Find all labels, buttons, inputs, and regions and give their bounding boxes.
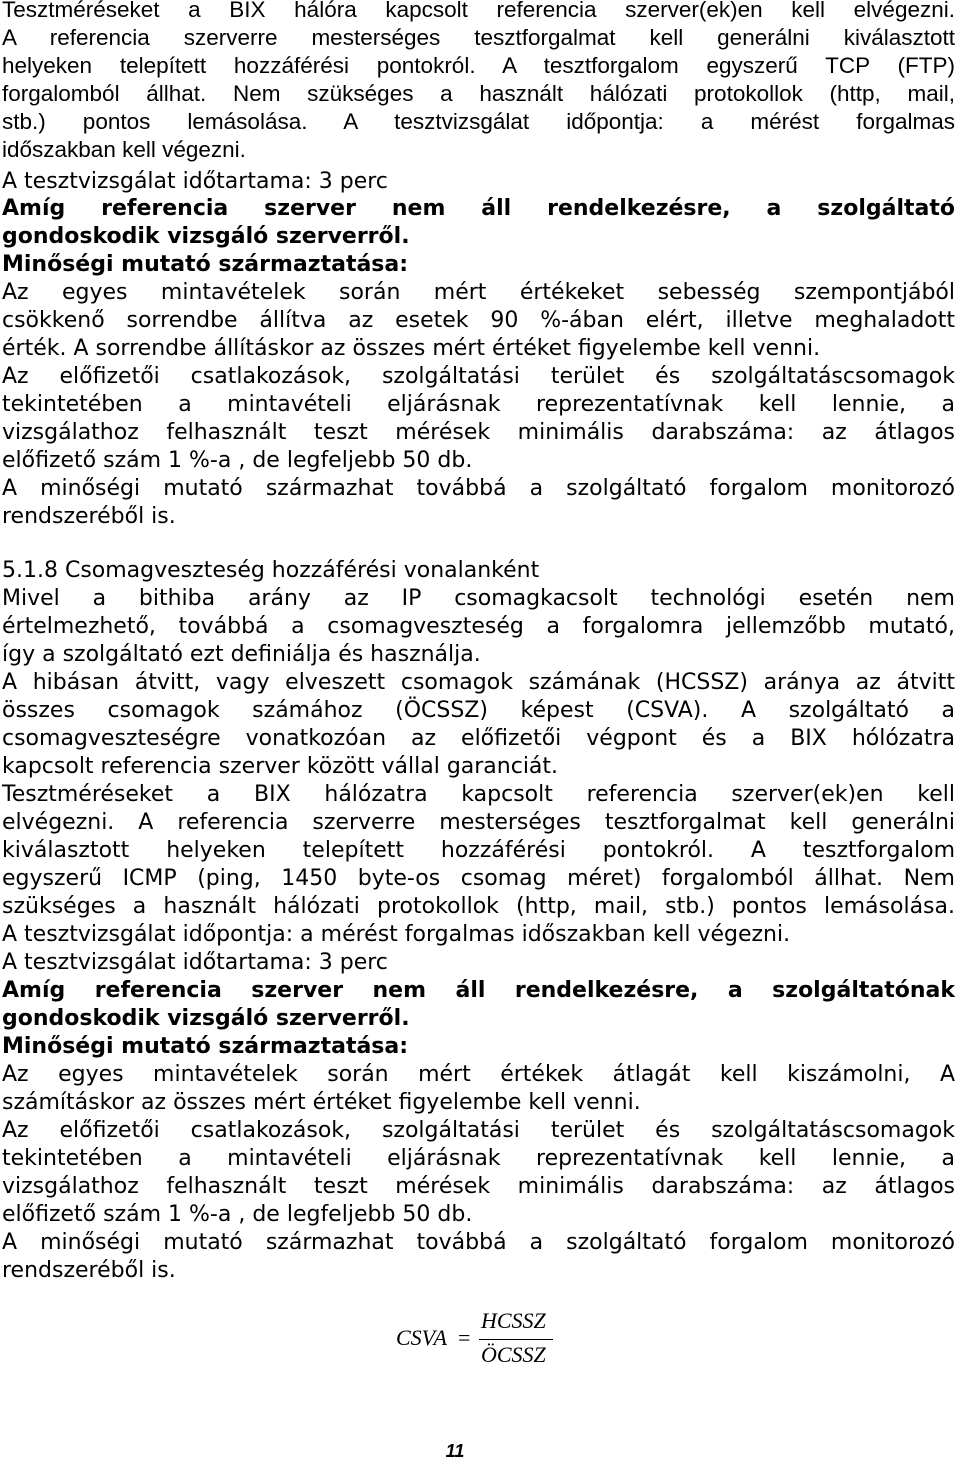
text-line: szükséges a használt hálózati protokollok (http, mail, stb.) pontos lemásolása. xyxy=(2,894,955,919)
text-line: helyeken telepített hozzáférési pontokról. A tesztforgalom egyszerű TCP (FTP) xyxy=(2,53,955,78)
text-line: A minőségi mutató származhat továbbá a szolgáltató forgalom monitorozó xyxy=(2,1230,955,1255)
text-line: egyszerű ICMP (ping, 1450 byte-os csomag méret) forgalomból állhat. Nem xyxy=(2,866,955,891)
text-line: tekintetében a mintavételi eljárásnak reprezentatívnak kell lennie, a xyxy=(2,392,955,417)
bold-line: gondoskodik vizsgáló szerverről. xyxy=(2,1006,410,1031)
text-line: kiválasztott helyeken telepített hozzáférési pontokról. A tesztforgalom xyxy=(2,838,955,863)
text-line: Az előfizetői csatlakozások, szolgáltatási terület és szolgáltatáscsomagok xyxy=(2,364,955,389)
text-line: tekintetében a mintavételi eljárásnak reprezentatívnak kell lennie, a xyxy=(2,1146,955,1171)
text-line: Az egyes mintavételek során mért értékek átlagát kell kiszámolni, A xyxy=(2,1062,955,1087)
text-line: Az egyes mintavételek során mért értékeket sebesség szempontjából xyxy=(2,280,955,305)
section-heading: Minőségi mutató származtatása: xyxy=(2,1034,409,1059)
text-line: stb.) pontos lemásolása. A tesztvizsgálat időpontja: a mérést forgalmas xyxy=(2,109,955,134)
text-line: így a szolgáltató ezt definiálja és használja. xyxy=(2,642,481,667)
text-line: összes csomagok számához (ÖCSSZ) képest (CSVA). A szolgáltató a xyxy=(2,698,955,723)
text-line: csomagveszteségre vonatkozóan az előfizetői végpont és a BIX hólózatra xyxy=(2,726,955,751)
bold-line: gondoskodik vizsgáló szerverről. xyxy=(2,224,410,249)
text-line: A hibásan átvitt, vagy elveszett csomagok számának (HCSSZ) aránya az átvitt xyxy=(2,670,955,695)
text-line: érték. A sorrendbe állításkor az összes mért értéket figyelembe kell venni. xyxy=(2,336,821,361)
fraction-bar xyxy=(479,1339,553,1340)
text-line: A minőségi mutató származhat továbbá a szolgáltató forgalom monitorozó xyxy=(2,476,955,501)
text-line: Mivel a bithiba arány az IP csomagkacsolt technológi esetén nem xyxy=(2,586,955,611)
page-number: 11 xyxy=(445,1441,465,1461)
text-line: A tesztvizsgálat időtartama: 3 perc xyxy=(2,950,388,975)
text-line: A tesztvizsgálat időtartama: 3 perc xyxy=(2,169,388,194)
text-line: időszakban kell végezni. xyxy=(2,137,246,162)
text-line: A tesztvizsgálat időpontja: a mérést forgalmas időszakban kell végezni. xyxy=(2,922,791,947)
formula-equals: = xyxy=(458,1325,471,1350)
text-line: előfizető szám 1 %-a , de legfeljebb 50 db. xyxy=(2,448,473,473)
formula-denominator: ÖCSSZ xyxy=(481,1342,546,1367)
section-heading: Minőségi mutató származtatása: xyxy=(2,252,409,277)
text-line: rendszeréből is. xyxy=(2,504,176,529)
text-line: vizsgálathoz felhasznált teszt mérések minimális darabszáma: az átlagos xyxy=(2,420,955,445)
text-line: számításkor az összes mért értéket figyelembe kell venni. xyxy=(2,1090,641,1115)
formula-numerator: HCSSZ xyxy=(481,1308,546,1333)
formula-lhs: CSVA xyxy=(396,1325,447,1350)
text-line: rendszeréből is. xyxy=(2,1258,176,1283)
text-line: elvégezni. A referencia szerverre mesterséges tesztforgalmat kell generálni xyxy=(2,810,955,835)
bold-line: Amíg referencia szerver nem áll rendelkezésre, a szolgáltató xyxy=(2,196,955,221)
csva-formula xyxy=(396,1308,596,1372)
text-line: A referencia szerverre mesterséges tesztforgalmat kell generálni kiválasztott xyxy=(2,25,955,50)
section-title: 5.1.8 Csomagveszteség hozzáférési vonalanként xyxy=(2,558,540,583)
text-line: forgalomból állhat. Nem szükséges a használt hálózati protokollok (http, mail, xyxy=(2,81,955,106)
text-line: értelmezhető, továbbá a csomagveszteség a forgalomra jellemzőbb mutató, xyxy=(2,614,955,639)
text-line: Tesztméréseket a BIX hálózatra kapcsolt referencia szerver(ek)en kell xyxy=(2,782,955,807)
bold-line: Amíg referencia szerver nem áll rendelkezésre, a szolgáltatónak xyxy=(2,978,955,1003)
text-line: előfizető szám 1 %-a , de legfeljebb 50 db. xyxy=(2,1202,473,1227)
text-line: csökkenő sorrendbe állítva az esetek 90 %-ában elért, illetve meghaladott xyxy=(2,308,955,333)
text-line: kapcsolt referencia szerver között vállal garanciát. xyxy=(2,754,559,779)
text-line: Tesztméréseket a BIX hálóra kapcsolt referencia szerver(ek)en kell elvégezni. xyxy=(2,0,955,22)
text-line: Az előfizetői csatlakozások, szolgáltatási terület és szolgáltatáscsomagok xyxy=(2,1118,955,1143)
text-line: vizsgálathoz felhasznált teszt mérések minimális darabszáma: az átlagos xyxy=(2,1174,955,1199)
